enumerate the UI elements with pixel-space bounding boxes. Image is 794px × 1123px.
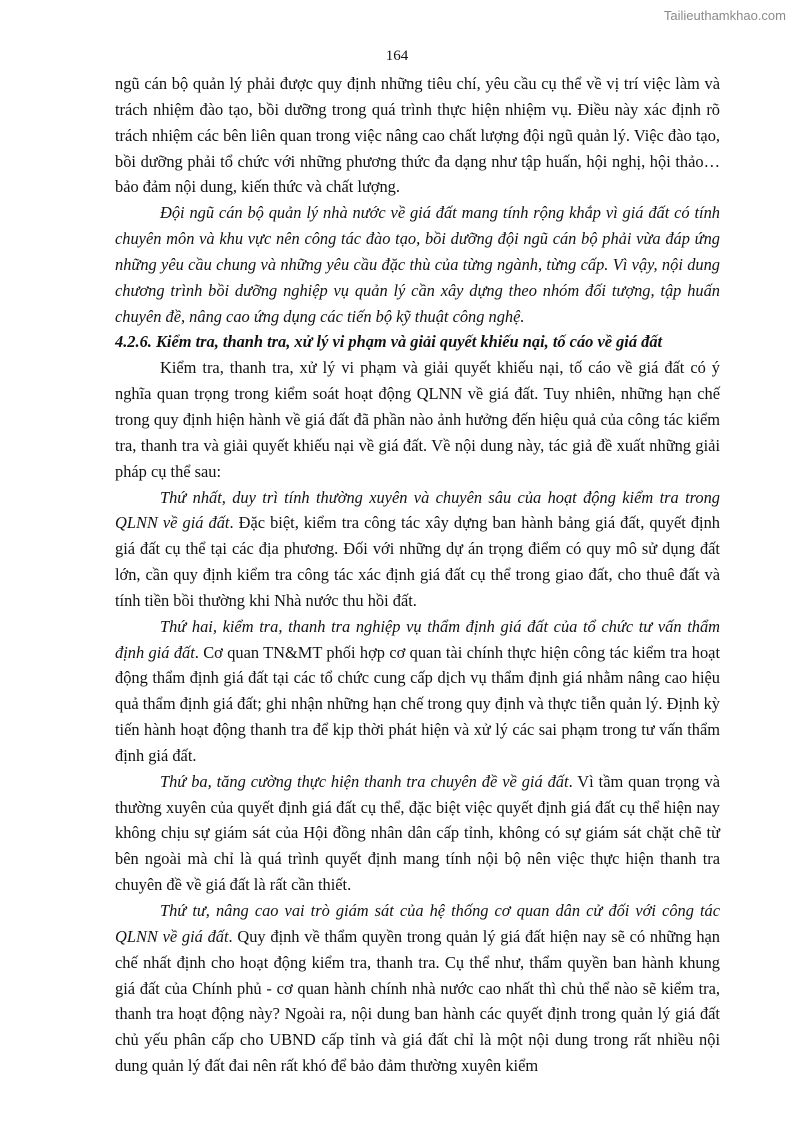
third-solution-body: . Vì tầm quan trọng và thường xuyên của quyết định giá đất cụ thể, đặc biệt việc quyết định giá đất cụ thể hiện nay không chịu sự giám sát của Hội đồng nhân dân cấp tỉnh, không có sự giám sát chặt chẽ từ bên ngoài mà chỉ là quá trình quyết định mang tính nội bộ nên việc thực hiện thanh tra chuyên đề về giá đất là rất cần thiết. bbox=[115, 771, 720, 895]
paragraph-third-solution bbox=[115, 769, 720, 898]
paragraph-italic-training: Đội ngũ cán bộ quản lý nhà nước về giá đất mang tính rộng khắp vì giá đất có tính chuyên môn và khu vực nên công tác đào tạo, bồi dưỡng đội ngũ cán bộ phải vừa đáp ứng những yêu cầu chung và những yêu cầu đặc thù của từng ngành, từng cấp. Vì vậy, nội dung chương trình bồi dưỡng nghiệp vụ quản lý cần xây dựng theo nhóm đối tượng, tập huấn chuyên đề, nâng cao ứng dụng các tiến bộ kỹ thuật công nghệ. bbox=[115, 203, 720, 326]
first-solution-body: . Đặc biệt, kiểm tra công tác xây dựng ban hành bảng giá đất, quyết định giá đất cụ thể tại các địa phương. Đối với những dự án trọng điểm có quy mô sử dụng đất lớn, cần quy định kiểm tra công tác xác định giá đất cụ thể trong giao đất, cho thuê đất và tính tiền bồi thường khi Nhà nước thu hồi đất. bbox=[115, 513, 720, 610]
page-number: 164 bbox=[385, 48, 409, 64]
paragraph-continuation: ngũ cán bộ quản lý phải được quy định những tiêu chí, yêu cầu cụ thể về vị trí việc làm và trách nhiệm đào tạo, bồi dưỡng trong quá trình thực hiện nhiệm vụ. Điều này xác định rõ trách nhiệm các bên liên quan trong việc nâng cao chất lượng đội ngũ quản lý. Việc đào tạo, bồi dưỡng phải tổ chức với những phương thức đa dạng như tập huấn, hội nghị, hội thảo… bảo đảm nội dung, kiến thức và chất lượng. bbox=[115, 74, 720, 197]
paragraph-fourth-solution bbox=[115, 898, 720, 1079]
paragraph-first-solution bbox=[115, 485, 720, 614]
fourth-solution-lead: Thứ tư, nâng cao vai trò giám sát của hệ thống cơ quan dân cử đối với công tác QLNN về giá đất bbox=[115, 901, 720, 946]
second-solution-lead: Thứ hai, kiểm tra, thanh tra nghiệp vụ thẩm định giá đất của tổ chức tư vấn thẩm định giá đất bbox=[115, 616, 720, 662]
first-solution-lead: Thứ nhất, duy trì tính thường xuyên và chuyên sâu của hoạt động kiểm tra trong QLNN về giá đất bbox=[115, 487, 720, 533]
third-solution-lead: Thứ ba, tăng cường thực hiện thanh tra chuyên đề về giá đất bbox=[160, 771, 569, 791]
second-solution-body: . Cơ quan TN&MT phối hợp cơ quan tài chính thực hiện công tác kiểm tra hoạt động thẩm định giá đất tại các tổ chức cung cấp dịch vụ thẩm định giá nhằm nâng cao hiệu quả thẩm định giá đất; ghi nhận những hạn chế trong quy định và thực tiễn quản lý. Định kỳ tiến hành hoạt động thanh tra để kịp thời phát hiện và xử lý các sai phạm trong tư vấn thẩm định giá đất. bbox=[115, 642, 720, 765]
section-heading-4-2-6: 4.2.6. Kiểm tra, thanh tra, xử lý vi phạm và giải quyết khiếu nại, tố cáo về giá đất bbox=[115, 332, 663, 352]
paragraph-intro: Kiểm tra, thanh tra, xử lý vi phạm và giải quyết khiếu nại, tố cáo về giá đất có ý nghĩa quan trọng trong kiểm soát hoạt động QLNN về giá đất. Tuy nhiên, những hạn chế trong quy định hiện hành về giá đất đã phần nào ảnh hưởng đến hiệu quả của công tác kiểm tra, thanh tra và giải quyết khiếu nại về giá đất. Về nội dung này, tác giả đề xuất những giải pháp cụ thể sau: bbox=[115, 358, 720, 481]
watermark: Tailieuthamkhao.com bbox=[663, 8, 786, 23]
fourth-solution-body: . Quy định về thẩm quyền trong quản lý giá đất hiện nay sẽ có những hạn chế nhất định cho hoạt động kiểm tra, thanh tra. Cụ thể như, thẩm quyền ban hành khung giá đất của Chính phủ - cơ quan hành chính nhà nước cao nhất thì chủ thể nào sẽ kiểm tra, thanh tra hoạt động này? Ngoài ra, nội dung ban hành các quyết định trong quản lý giá đất chủ yếu phân cấp cho UBND cấp tỉnh và giá đất chỉ là một nội dung trong rất nhiều nội dung quản lý đất đai nên rất khó để bảo đảm thường xuyên kiểm bbox=[115, 926, 720, 1076]
document-body bbox=[115, 71, 720, 1079]
paragraph-second-solution bbox=[115, 614, 720, 769]
